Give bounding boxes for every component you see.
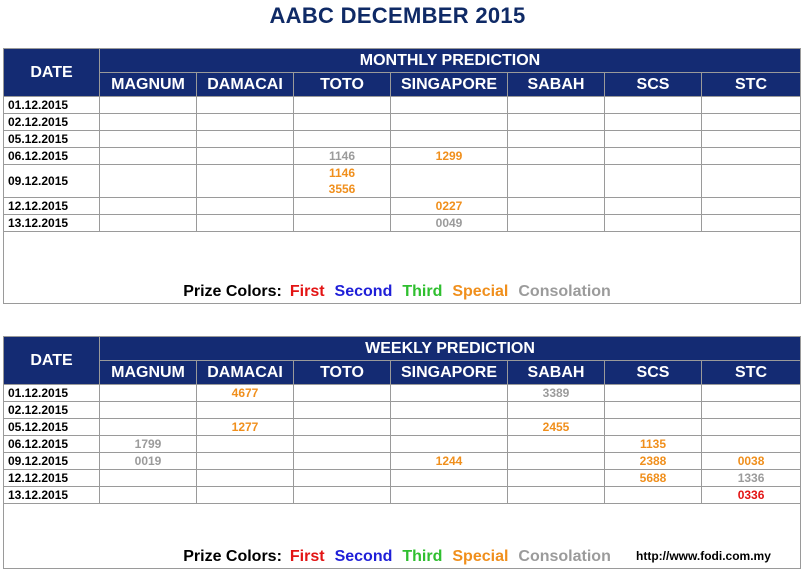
number-cell-magnum xyxy=(100,470,197,487)
prediction-number: 2455 xyxy=(542,420,570,434)
date-cell: 06.12.2015 xyxy=(4,436,100,453)
number-cell-toto xyxy=(294,165,391,198)
number-cell-singapore xyxy=(391,453,508,470)
number-cell-scs xyxy=(605,419,702,436)
number-cell-damacai xyxy=(197,419,294,436)
prediction-number: 0049 xyxy=(435,216,463,230)
legend-item-first: First xyxy=(289,283,325,300)
number-cell-stc xyxy=(702,148,801,165)
number-cell-scs xyxy=(605,487,702,504)
column-header-stc: STC xyxy=(702,361,801,385)
number-cell-scs xyxy=(605,165,702,198)
number-cell-toto xyxy=(294,215,391,232)
number-cell-stc xyxy=(702,165,801,198)
prediction-number: 3556 xyxy=(328,182,356,196)
column-header-damacai: DAMACAI xyxy=(197,73,294,97)
number-cell-toto xyxy=(294,453,391,470)
number-cell-magnum xyxy=(100,148,197,165)
number-cell-magnum xyxy=(100,453,197,470)
monthly-prediction-table xyxy=(3,48,801,304)
number-cell-toto xyxy=(294,385,391,402)
number-cell-scs xyxy=(605,114,702,131)
number-cell-stc xyxy=(702,215,801,232)
date-cell: 13.12.2015 xyxy=(4,215,100,232)
table-row xyxy=(4,453,801,470)
number-cell-magnum xyxy=(100,402,197,419)
prediction-number: 4677 xyxy=(231,386,259,400)
prediction-number: 0227 xyxy=(435,199,463,213)
column-header-damacai: DAMACAI xyxy=(197,361,294,385)
prediction-number: 5688 xyxy=(639,471,667,485)
prediction-number: 1135 xyxy=(639,437,667,451)
number-cell-singapore xyxy=(391,198,508,215)
column-header-scs: SCS xyxy=(605,73,702,97)
legend-item-special: Special xyxy=(452,548,509,565)
column-header-magnum: MAGNUM xyxy=(100,361,197,385)
number-cell-sabah xyxy=(508,436,605,453)
date-cell: 01.12.2015 xyxy=(4,385,100,402)
table-row xyxy=(4,97,801,114)
table-row xyxy=(4,419,801,436)
number-cell-stc xyxy=(702,198,801,215)
number-cell-scs xyxy=(605,215,702,232)
number-cell-toto xyxy=(294,419,391,436)
prediction-number: 1146 xyxy=(328,149,356,163)
legend-item-consolation: Consolation xyxy=(518,548,611,565)
number-cell-singapore xyxy=(391,131,508,148)
number-cell-damacai xyxy=(197,470,294,487)
number-cell-damacai xyxy=(197,131,294,148)
date-cell: 05.12.2015 xyxy=(4,131,100,148)
number-cell-toto xyxy=(294,131,391,148)
number-cell-singapore xyxy=(391,385,508,402)
number-cell-scs xyxy=(605,148,702,165)
number-cell-magnum xyxy=(100,198,197,215)
number-cell-sabah xyxy=(508,131,605,148)
number-cell-scs xyxy=(605,453,702,470)
number-cell-toto xyxy=(294,487,391,504)
legend-item-first: First xyxy=(289,548,325,565)
column-header-stc: STC xyxy=(702,73,801,97)
number-cell-stc xyxy=(702,470,801,487)
date-cell: 12.12.2015 xyxy=(4,470,100,487)
number-cell-sabah xyxy=(508,419,605,436)
number-cell-damacai xyxy=(197,487,294,504)
number-cell-stc xyxy=(702,402,801,419)
table-row xyxy=(4,131,801,148)
number-cell-stc xyxy=(702,436,801,453)
table-row xyxy=(4,114,801,131)
legend-row xyxy=(4,232,801,304)
legend-item-second: Second xyxy=(334,548,393,565)
footer-url: http://www.fodi.com.my xyxy=(636,549,771,563)
number-cell-scs xyxy=(605,198,702,215)
number-cell-singapore xyxy=(391,487,508,504)
table-row xyxy=(4,470,801,487)
number-cell-sabah xyxy=(508,148,605,165)
date-header: DATE xyxy=(4,337,100,385)
date-cell: 01.12.2015 xyxy=(4,97,100,114)
number-cell-damacai xyxy=(197,402,294,419)
number-cell-scs xyxy=(605,131,702,148)
column-header-toto: TOTO xyxy=(294,361,391,385)
number-cell-damacai xyxy=(197,215,294,232)
number-cell-scs xyxy=(605,436,702,453)
number-cell-scs xyxy=(605,385,702,402)
section-title: WEEKLY PREDICTION xyxy=(100,337,801,361)
legend-item-second: Second xyxy=(334,283,393,300)
number-cell-damacai xyxy=(197,436,294,453)
number-cell-magnum xyxy=(100,385,197,402)
number-cell-damacai xyxy=(197,114,294,131)
prediction-number: 0019 xyxy=(134,454,162,468)
number-cell-stc xyxy=(702,131,801,148)
number-cell-magnum xyxy=(100,436,197,453)
table-row xyxy=(4,215,801,232)
number-cell-damacai xyxy=(197,165,294,198)
number-cell-magnum xyxy=(100,114,197,131)
number-cell-singapore xyxy=(391,419,508,436)
legend-item-special: Special xyxy=(452,283,509,300)
date-cell: 12.12.2015 xyxy=(4,198,100,215)
table-row xyxy=(4,385,801,402)
table-row xyxy=(4,402,801,419)
number-cell-toto xyxy=(294,470,391,487)
section-title: MONTHLY PREDICTION xyxy=(100,49,801,73)
date-cell: 05.12.2015 xyxy=(4,419,100,436)
legend-item-third: Third xyxy=(402,283,443,300)
number-cell-magnum xyxy=(100,215,197,232)
number-cell-stc xyxy=(702,453,801,470)
column-header-scs: SCS xyxy=(605,361,702,385)
number-cell-sabah xyxy=(508,215,605,232)
number-cell-magnum xyxy=(100,487,197,504)
number-cell-singapore xyxy=(391,402,508,419)
prediction-number: 1336 xyxy=(737,471,765,485)
number-cell-sabah xyxy=(508,97,605,114)
number-cell-magnum xyxy=(100,131,197,148)
prediction-number: 1146 xyxy=(328,166,356,180)
number-cell-stc xyxy=(702,385,801,402)
legend-label: Prize Colors: xyxy=(183,283,282,300)
number-cell-sabah xyxy=(508,165,605,198)
number-cell-sabah xyxy=(508,198,605,215)
number-cell-damacai xyxy=(197,198,294,215)
number-cell-toto xyxy=(294,402,391,419)
date-cell: 02.12.2015 xyxy=(4,114,100,131)
number-cell-toto xyxy=(294,436,391,453)
table-row xyxy=(4,148,801,165)
column-header-sabah: SABAH xyxy=(508,73,605,97)
table-row xyxy=(4,487,801,504)
date-cell: 06.12.2015 xyxy=(4,148,100,165)
column-header-sabah: SABAH xyxy=(508,361,605,385)
prediction-number: 0038 xyxy=(737,454,765,468)
number-cell-singapore xyxy=(391,114,508,131)
date-cell: 09.12.2015 xyxy=(4,165,100,198)
date-header: DATE xyxy=(4,49,100,97)
date-cell: 02.12.2015 xyxy=(4,402,100,419)
prediction-number: 1799 xyxy=(134,437,162,451)
number-cell-sabah xyxy=(508,453,605,470)
number-cell-sabah xyxy=(508,470,605,487)
legend-item-third: Third xyxy=(402,548,443,565)
column-header-singapore: SINGAPORE xyxy=(391,73,508,97)
prediction-number: 1299 xyxy=(435,149,463,163)
prediction-number: 1277 xyxy=(231,420,259,434)
number-cell-damacai xyxy=(197,453,294,470)
number-cell-stc xyxy=(702,419,801,436)
number-cell-damacai xyxy=(197,148,294,165)
number-cell-singapore xyxy=(391,148,508,165)
number-cell-singapore xyxy=(391,436,508,453)
column-header-toto: TOTO xyxy=(294,73,391,97)
number-cell-stc xyxy=(702,487,801,504)
number-cell-damacai xyxy=(197,97,294,114)
number-cell-stc xyxy=(702,97,801,114)
number-cell-sabah xyxy=(508,487,605,504)
date-cell: 09.12.2015 xyxy=(4,453,100,470)
number-cell-singapore xyxy=(391,165,508,198)
number-cell-magnum xyxy=(100,165,197,198)
prediction-number: 3389 xyxy=(542,386,570,400)
number-cell-magnum xyxy=(100,97,197,114)
legend-item-consolation: Consolation xyxy=(518,283,611,300)
number-cell-singapore xyxy=(391,470,508,487)
table-row xyxy=(4,198,801,215)
date-cell: 13.12.2015 xyxy=(4,487,100,504)
number-cell-sabah xyxy=(508,385,605,402)
prediction-number: 0336 xyxy=(737,488,765,502)
number-cell-singapore xyxy=(391,97,508,114)
table-row xyxy=(4,436,801,453)
legend-label: Prize Colors: xyxy=(183,548,282,565)
number-cell-scs xyxy=(605,97,702,114)
number-cell-damacai xyxy=(197,385,294,402)
column-header-singapore: SINGAPORE xyxy=(391,361,508,385)
number-cell-toto xyxy=(294,198,391,215)
column-header-magnum: MAGNUM xyxy=(100,73,197,97)
prediction-number: 2388 xyxy=(639,454,667,468)
number-cell-sabah xyxy=(508,402,605,419)
prediction-number: 1244 xyxy=(435,454,463,468)
number-cell-scs xyxy=(605,402,702,419)
weekly-prediction-table xyxy=(3,336,801,569)
number-cell-toto xyxy=(294,97,391,114)
number-cell-scs xyxy=(605,470,702,487)
page-title: AABC DECEMBER 2015 xyxy=(269,3,526,28)
number-cell-singapore xyxy=(391,215,508,232)
number-cell-toto xyxy=(294,114,391,131)
table-row xyxy=(4,165,801,198)
number-cell-sabah xyxy=(508,114,605,131)
number-cell-magnum xyxy=(100,419,197,436)
number-cell-toto xyxy=(294,148,391,165)
number-cell-stc xyxy=(702,114,801,131)
